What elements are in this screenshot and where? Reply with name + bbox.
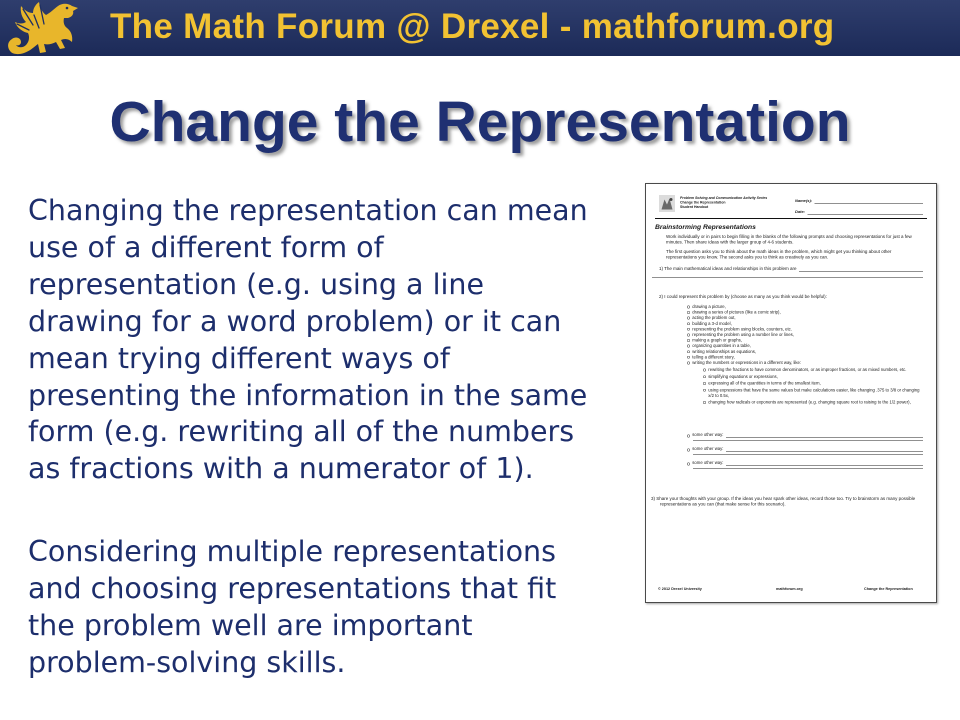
answer-blank-line — [693, 455, 923, 456]
checkbox-circle-icon — [687, 311, 690, 314]
question-3: 3) Share your thoughts with your group. If the ideas you hear spark other ideas, record those too. Try to brainstorm as many possible representations as you can (that make sense for this scenario). — [651, 496, 916, 507]
option-text: telling a different story, — [692, 354, 735, 360]
checkbox-circle-icon — [687, 362, 690, 365]
option-text: building a 3-d model, — [692, 320, 732, 326]
option-text: writing the numbers or expressions in a different way, like: — [692, 360, 802, 366]
body-line: use of a different form of — [28, 230, 384, 264]
option-text: representing the problem using blocks, counters, etc. — [692, 326, 792, 332]
checkbox-circle-icon — [687, 328, 690, 331]
answer-blank-line — [726, 433, 923, 438]
other-way-label: some other way: — [692, 446, 724, 451]
handout-header-text — [680, 196, 767, 210]
list-item — [703, 387, 923, 398]
body-paragraph — [28, 193, 588, 488]
other-way-label: some other way: — [692, 432, 724, 437]
other-way-item — [687, 432, 923, 441]
body-paragraph — [28, 534, 556, 682]
checkbox-circle-icon — [687, 334, 690, 337]
option-text: representing the problem using a number line or lines, — [692, 332, 794, 338]
body-line: Changing the representation can mean — [28, 194, 588, 227]
footer-title: Change the Representation — [864, 586, 913, 591]
option-text: writing relationships as equations, — [692, 348, 757, 354]
date-field — [795, 209, 923, 215]
intro-paragraph: Work individually or in pairs to begin filling in the blanks of the following prompts and choosing representations for just a few minutes. Then share ideas with the larger group of 4-6 students. — [666, 234, 912, 245]
rewrite-suboptions-list — [703, 367, 923, 406]
body-line: and choosing representations that fit — [28, 571, 557, 605]
date-blank-line — [808, 210, 923, 215]
option-text: making a graph or graphs, — [692, 337, 742, 343]
option-text: organizing quantities in a table, — [692, 343, 751, 349]
answer-blank-line — [726, 461, 923, 466]
body-line: representation (e.g. using a line — [28, 267, 484, 301]
other-way-item — [687, 460, 923, 469]
checkbox-circle-icon — [703, 401, 706, 404]
checkbox-circle-icon — [703, 369, 706, 372]
checkbox-circle-icon — [687, 463, 690, 466]
body-line: Considering multiple representations — [28, 535, 556, 568]
checkbox-circle-icon — [687, 322, 690, 325]
other-way-item — [687, 446, 923, 455]
answer-blank-line — [726, 447, 923, 452]
option-text: drawing a series of pictures (like a comic strip), — [692, 309, 781, 315]
question-1 — [659, 266, 923, 278]
option-text: acting the problem out, — [692, 315, 736, 321]
checkbox-circle-icon — [687, 306, 690, 309]
footer-site: mathforum.org — [776, 586, 803, 591]
body-line: drawing for a word problem) or it can — [28, 304, 562, 338]
math-forum-logo-icon — [659, 195, 675, 212]
suboption-text: changing how radicals or exponents are represented (e.g. changing square root to raising to the 1/2 power), — [708, 399, 911, 405]
list-item — [703, 381, 923, 387]
checkbox-circle-icon — [703, 389, 706, 392]
checkbox-circle-icon — [703, 382, 706, 385]
checkbox-circle-icon — [703, 375, 706, 378]
body-line: as fractions with a numerator of 1). — [28, 452, 534, 486]
checkbox-circle-icon — [687, 356, 690, 359]
handout-intro — [666, 234, 922, 264]
suboption-text: rewriting the fractions to have common denominators, or as improper fractions, or as mixed numbers, etc. — [708, 367, 907, 372]
body-line: form (e.g. rewriting all of the numbers — [28, 415, 575, 449]
intro-paragraph: The first question asks you to think about the math ideas in the problem, which might get you thinking about other representations you know. The second asks you to think as creatively as you can. — [666, 249, 892, 260]
answer-blank-line — [693, 441, 923, 442]
question-1-text: 1) The main mathematical ideas and relationships in this problem are — [659, 266, 797, 271]
suboption-text: simplifying equations or expressions, — [708, 373, 778, 379]
other-way-label: some other way: — [692, 460, 724, 465]
name-field — [795, 198, 923, 204]
handout-series: Problem Solving and Communication Activity Series — [680, 196, 768, 200]
checkbox-circle-icon — [687, 339, 690, 342]
footer-copyright: © 2012 Drexel University — [658, 586, 702, 591]
representation-options-list — [687, 304, 922, 366]
suboption-text: expressing all of the quantities in terms of the smallest item, — [708, 380, 821, 386]
checkbox-circle-icon — [687, 435, 690, 438]
site-header — [0, 0, 960, 56]
checkbox-circle-icon — [687, 317, 690, 320]
date-label: Date: — [795, 209, 806, 214]
checkbox-circle-icon — [687, 449, 690, 452]
suboption-text: using expressions that have the same values but make calculations easier, like changing .375 to 3/8 or changing x/2 to 0.5x, — [708, 387, 920, 398]
handout-thumbnail — [645, 183, 937, 603]
answer-blank-line — [799, 267, 923, 272]
handout-page — [645, 183, 937, 603]
body-line: the problem well are important — [28, 608, 473, 642]
answer-blank-line — [693, 469, 923, 470]
option-text: drawing a picture, — [692, 304, 726, 309]
handout-activity: Change the Representation — [680, 201, 726, 205]
handout-audience: Student Handout — [680, 205, 709, 209]
checkbox-circle-icon — [687, 345, 690, 348]
list-item — [703, 374, 923, 380]
list-item — [687, 360, 922, 366]
list-item — [703, 367, 923, 373]
header-divider — [655, 218, 927, 219]
body-line: presenting the information in the same — [28, 378, 588, 412]
drexel-dragon-logo — [3, 0, 79, 56]
question-2: 2) I could represent this problem by (choose as many as you think would be helpful): — [659, 294, 827, 299]
name-label: Name(s): — [795, 198, 813, 203]
answer-blank-line — [652, 278, 923, 279]
body-line: problem-solving skills. — [28, 645, 346, 679]
slide-title: Change the Representation — [109, 90, 851, 154]
name-blank-line — [815, 199, 923, 204]
handout-heading: Brainstorming Representations — [655, 223, 756, 231]
body-line: mean trying different ways of — [28, 341, 450, 375]
site-header-title: The Math Forum @ Drexel - mathforum.org — [110, 7, 835, 46]
list-item — [703, 400, 923, 406]
checkbox-circle-icon — [687, 350, 690, 353]
